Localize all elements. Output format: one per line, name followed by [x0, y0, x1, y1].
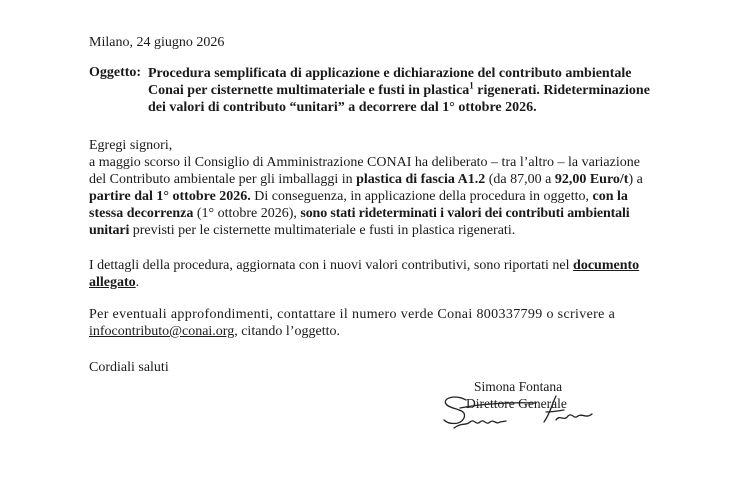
p1-l2-fascia: plastica di fascia A1.2	[356, 172, 486, 187]
p1-l5-unitari: unitari	[89, 223, 130, 238]
p1-l2-end: ) a	[628, 172, 643, 187]
subject-line-3: dei valori di contributo “unitari” a decorrere dal 1° ottobre 2026.	[148, 100, 537, 115]
paragraph-1-line-4	[89, 205, 629, 222]
p1-l4-bold: sono stati rideterminati i valori dei contributi ambientali	[300, 206, 630, 221]
subject-line-2-text: Conai per cisternette multimateriale e fusti in plastica	[148, 83, 470, 98]
subject-line-1: Procedura semplificata di applicazione e dichiarazione del contributo ambientale	[148, 66, 632, 81]
letter-date: Milano, 24 giugno 2026	[89, 35, 225, 50]
p1-l3-text: Di conseguenza, in applicazione della procedura in oggetto,	[250, 189, 593, 204]
p2-allegato: allegato	[89, 275, 136, 290]
p1-l4-date: (1° ottobre 2026),	[193, 206, 301, 221]
subject-line-2-tail: rigenerati. Rideterminazione	[473, 83, 650, 98]
closing: Cordiali saluti	[89, 360, 169, 375]
p1-l3-date: partire dal 1° ottobre 2026.	[89, 189, 251, 204]
paragraph-1-line-3	[89, 188, 628, 205]
handwritten-signature	[440, 392, 600, 438]
p1-l3-bold-end: con la	[592, 189, 628, 204]
p3-l2-text: , citando l’oggetto.	[234, 324, 340, 339]
p2-l1-text: I dettagli della procedura, aggiornata con i nuovi valori contributivi, sono riportati nel	[89, 258, 574, 273]
paragraph-1-line-5	[89, 222, 515, 239]
signer-name: Simona Fontana	[474, 379, 563, 394]
p2-period: .	[135, 275, 140, 290]
paragraph-3-line-2	[89, 323, 340, 340]
subject-label: Oggetto:	[89, 65, 142, 80]
p1-l2-from: (da 87,00 a	[485, 172, 555, 187]
paragraph-2-line-1	[89, 257, 639, 274]
signer-title: Direttore Generale	[466, 396, 567, 411]
paragraph-1-line-2	[89, 171, 643, 188]
p1-l2-new-value: 92,00 Euro/t	[554, 172, 629, 187]
p2-documento: documento	[573, 258, 640, 273]
paragraph-1-line-1: a maggio scorso il Consiglio di Amministrazione CONAI ha deliberato – tra l’altro – la variazione	[89, 155, 640, 170]
paragraph-2-line-2	[89, 274, 139, 291]
subject-line-2	[148, 82, 650, 99]
paragraph-3-line-1: Per eventuali approfondimenti, contattare il numero verde Conai 800337799 o scrivere a	[89, 307, 616, 322]
salutation: Egregi signori,	[89, 138, 173, 153]
subject-footnote-marker: 1	[469, 80, 474, 91]
p1-l4-decorrenza: stessa decorrenza	[89, 206, 194, 221]
email-link[interactable]: infocontributo@conai.org	[89, 324, 235, 339]
p1-l5-text: previsti per le cisternette multimateriale e fusti in plastica rigenerati.	[129, 223, 516, 238]
p1-l2-text: del Contributo ambientale per gli imballaggi in	[89, 172, 357, 187]
